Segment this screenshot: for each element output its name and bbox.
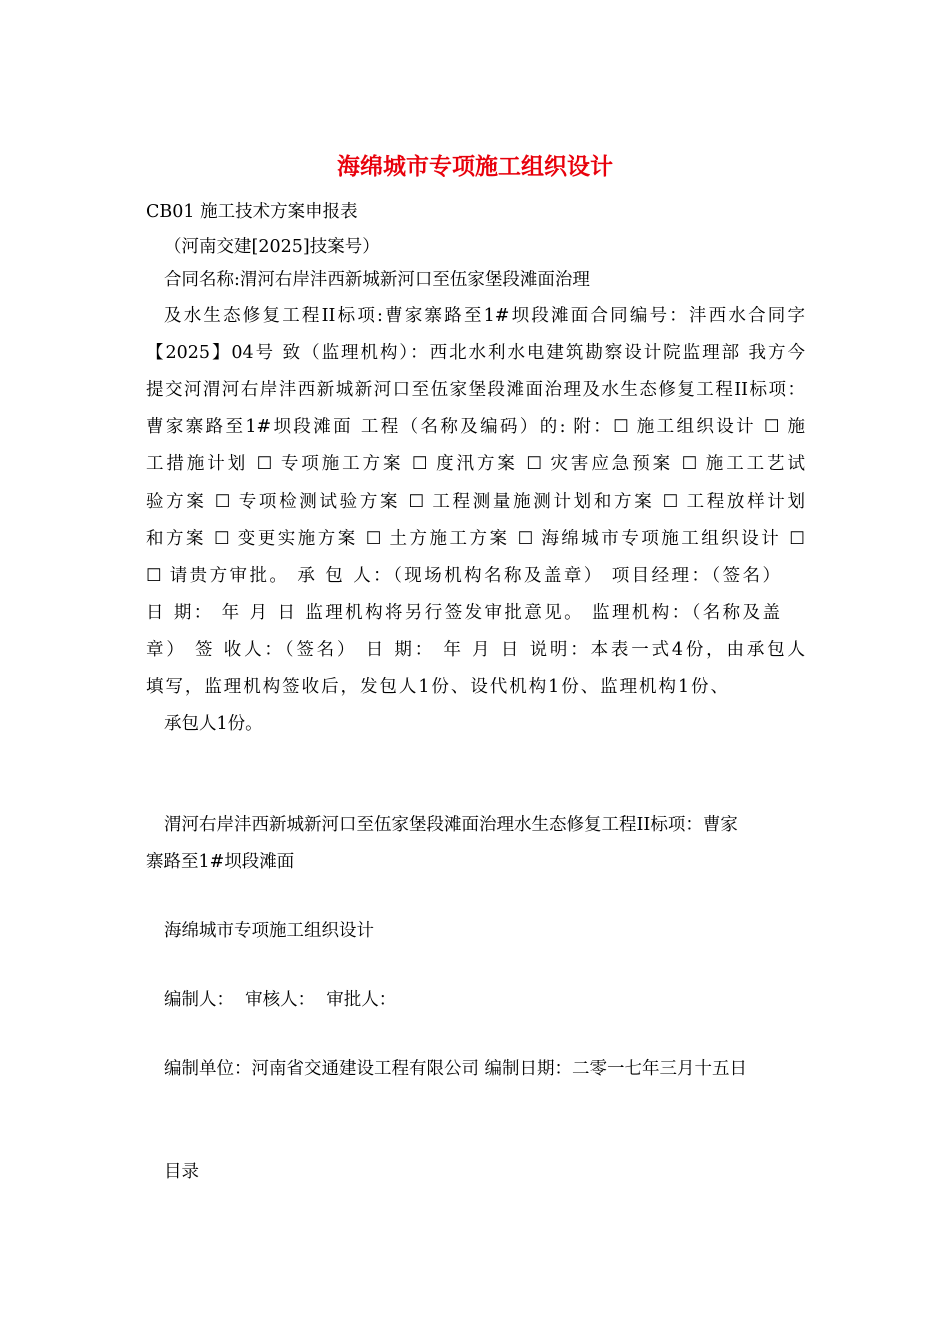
project-line: 寨路至1#坝段滩面 (146, 852, 295, 872)
table-of-contents-heading: 目录 (164, 1162, 199, 1182)
unit-date-line: 编制单位：河南省交通建设工程有限公司 编制日期：二零一七年三月十五日 (164, 1059, 748, 1079)
body-line: ☐ 请贵方审批。 承 包 人：（现场机构名称及盖章） 项目经理：（签名） (146, 566, 780, 586)
form-code-line: CB01 施工技术方案申报表 (146, 202, 358, 222)
body-line: 和方案 ☐ 变更实施方案 ☐ 土方施工方案 ☐ 海绵城市专项施工组织设计 ☐ (146, 529, 805, 549)
body-line: 日 期： 年 月 日 监理机构将另行签发审批意见。 监理机构：（名称及盖 (146, 603, 780, 623)
body-line: 【2025】04号 致（监理机构）：西北水利水电建筑勘察设计院监理部 我方今 (146, 343, 805, 363)
body-line: 及水生态修复工程II标项:曹家寨路至1#坝段滩面合同编号：沣西水合同字 (164, 306, 805, 326)
body-line-last: 承包人1份。 (164, 714, 263, 734)
body-line-contract: 合同名称:渭河右岸沣西新城新河口至伍家堡段滩面治理 (164, 270, 590, 290)
body-line: 工措施计划 ☐ 专项施工方案 ☐ 度汛方案 ☐ 灾害应急预案 ☐ 施工工艺试 (146, 454, 805, 474)
cover-title: 海绵城市专项施工组织设计 (164, 921, 374, 941)
signature-line: 编制人： 审核人： 审批人： (164, 990, 397, 1010)
body-line: 填写，监理机构签收后，发包人1份、设代机构1份、监理机构1份、 (146, 677, 728, 697)
body-line: 曹家寨路至1#坝段滩面 工程（名称及编码）的: 附：☐ 施工组织设计 ☐ 施 (146, 417, 805, 437)
document-title: 海绵城市专项施工组织设计 (337, 153, 613, 180)
body-line: 章） 签 收人：（签名） 日 期： 年 月 日 说明：本表一式4份，由承包人 (146, 640, 805, 660)
body-line: 提交河渭河右岸沣西新城新河口至伍家堡段滩面治理及水生态修复工程II标项： (146, 380, 805, 400)
body-line: 验方案 ☐ 专项检测试验方案 ☐ 工程测量施测计划和方案 ☐ 工程放样计划 (146, 492, 805, 512)
reference-line: （河南交建[2025]技案号） (164, 237, 380, 257)
project-line: 渭河右岸沣西新城新河口至伍家堡段滩面治理水生态修复工程II标项：曹家 (164, 815, 738, 835)
